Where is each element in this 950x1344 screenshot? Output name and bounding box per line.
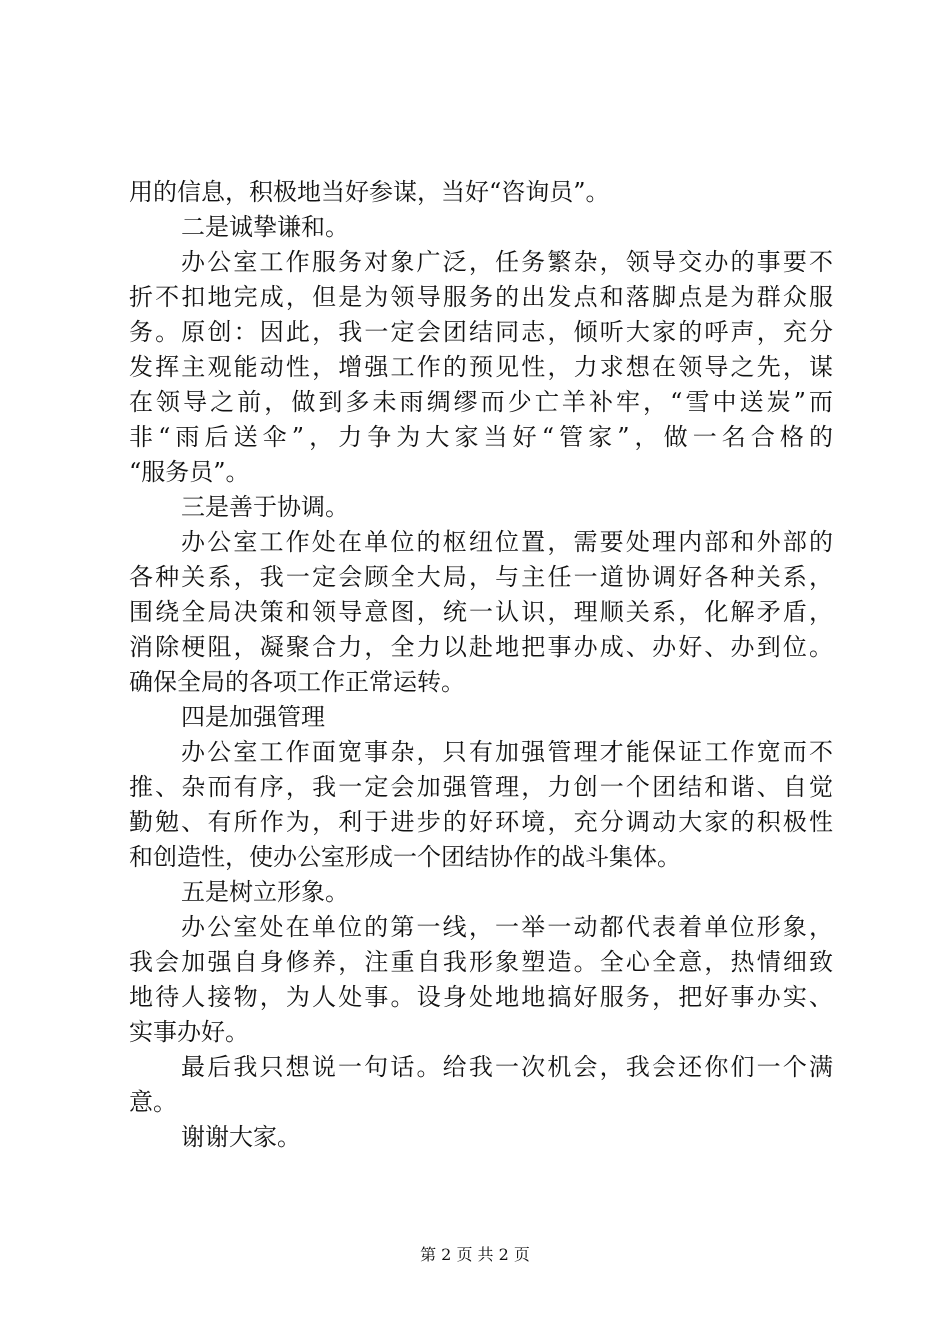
text-line: 实事办好。 [129, 1018, 249, 1046]
text-line: 确保全局的各项工作正常运转。 [129, 668, 465, 696]
text-line: 用的信息，积极地当好参谋，当好“咨询员”。 [129, 178, 610, 206]
text-line: 地待人接物，为人处事。设身处地地搞好服务，把好事办实、 [129, 983, 833, 1011]
text-line: 意。 [129, 1088, 177, 1116]
text-line: 勤勉、有所作为，利于进步的好环境，充分调动大家的积极性 [129, 808, 833, 836]
text-line: 办公室处在单位的第一线，一举一动都代表着单位形象， [181, 913, 833, 941]
text-line: 各种关系，我一定会顾全大局，与主任一道协调好各种关系， [129, 563, 833, 591]
heading-line: 四是加强管理 [181, 703, 325, 731]
text-line: 我会加强自身修养，注重自我形象塑造。全心全意，热情细致 [129, 948, 833, 976]
text-line: 在领导之前，做到多未雨绸缪而少亡羊补牢，“雪中送炭”而 [129, 388, 833, 416]
text-line: 发挥主观能动性，增强工作的预见性，力求想在领导之先，谋 [129, 353, 833, 381]
page-footer: 第 2 页 共 2 页 [420, 1245, 530, 1264]
closing-line: 谢谢大家。 [181, 1123, 301, 1151]
text-line: 消除梗阻，凝聚合力，全力以赴地把事办成、办好、办到位。 [129, 633, 833, 661]
text-line: 和创造性，使办公室形成一个团结协作的战斗集体。 [129, 843, 681, 871]
text-line: 最后我只想说一句话。给我一次机会，我会还你们一个满 [181, 1053, 833, 1081]
document-body [129, 175, 833, 1155]
text-line: 围绕全局决策和领导意图，统一认识，理顺关系，化解矛盾， [129, 598, 833, 626]
text-line: 折不扣地完成，但是为领导服务的出发点和落脚点是为群众服 [129, 283, 833, 311]
text-line: 办公室工作面宽事杂，只有加强管理才能保证工作宽而不 [181, 738, 833, 766]
text-line: 办公室工作处在单位的枢纽位置，需要处理内部和外部的 [181, 528, 833, 556]
text-line: 办公室工作服务对象广泛，任务繁杂，领导交办的事要不 [181, 248, 833, 276]
text-line: 非“雨后送伞”，力争为大家当好“管家”，做一名合格的 [129, 423, 833, 451]
heading-line: 三是善于协调。 [181, 493, 349, 521]
text-line: “服务员”。 [129, 458, 250, 486]
text-line: 推、杂而有序，我一定会加强管理，力创一个团结和谐、自觉 [129, 773, 833, 801]
heading-line: 五是树立形象。 [181, 878, 349, 906]
heading-line: 二是诚挚谦和。 [181, 213, 349, 241]
text-line: 务。原创：因此，我一定会团结同志，倾听大家的呼声，充分 [129, 318, 833, 346]
